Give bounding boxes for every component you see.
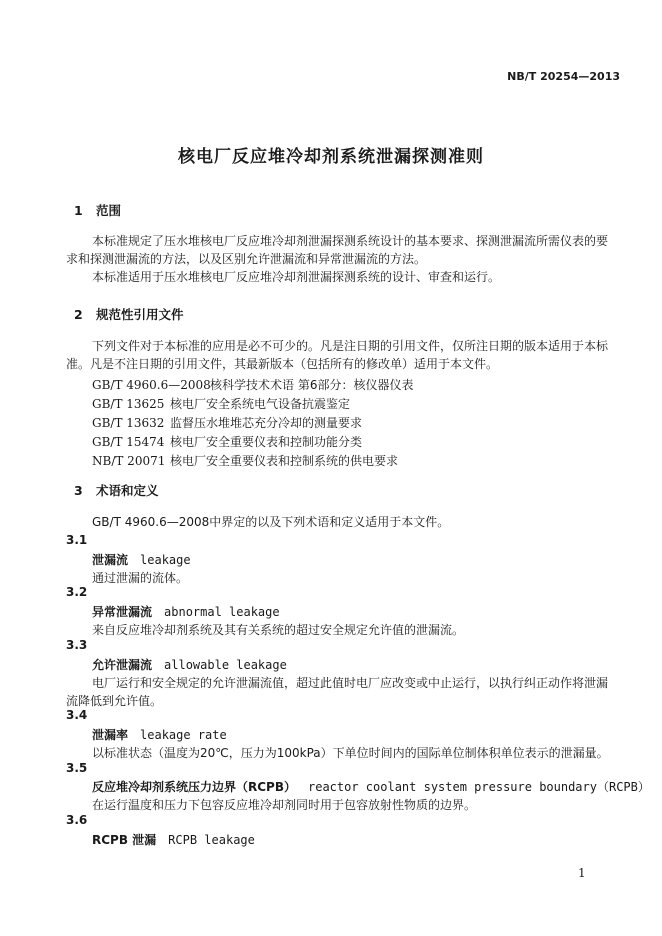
term-definition: 以标准状态（温度为20℃，压力为100kPa）下单位时间内的国际单位制体积单位表示的泄漏量。 bbox=[92, 746, 609, 760]
term-zh: 允许泄漏流 bbox=[92, 658, 153, 672]
term-en: leakage bbox=[140, 553, 191, 567]
term-number: 3.4 bbox=[66, 708, 88, 722]
reference-item bbox=[92, 376, 413, 393]
term-heading bbox=[92, 831, 255, 848]
scope-para1-line1: 本标准规定了压水堆核电厂反应堆冷却剂泄漏探测系统设计的基本要求、探测泄漏流所需仪表的要 bbox=[92, 234, 609, 248]
reference-code: GB/T 15474 bbox=[92, 435, 165, 449]
term-en: RCPB leakage bbox=[168, 833, 255, 847]
term-definition-line2: 流降低到允许值。 bbox=[66, 694, 163, 708]
term-heading bbox=[92, 778, 650, 795]
section-number: 3 bbox=[74, 483, 83, 498]
reference-code: NB/T 20071 bbox=[92, 454, 166, 468]
scope-para1-line2: 求和探测泄漏流的方法，以及区别允许泄漏流和异常泄漏流的方法。 bbox=[66, 252, 427, 266]
reference-item bbox=[92, 395, 350, 412]
term-number: 3.6 bbox=[66, 813, 88, 827]
term-heading bbox=[92, 551, 191, 568]
term-en: leakage rate bbox=[140, 728, 227, 742]
term-zh: 反应堆冷却剂系统压力边界（RCPB） bbox=[92, 780, 296, 794]
term-definition-line1: 电厂运行和安全规定的允许泄漏流值，超过此值时电厂应改变或中止运行，以执行纠正动作将泄漏 bbox=[92, 676, 609, 690]
term-heading bbox=[92, 726, 227, 743]
reference-item bbox=[92, 414, 362, 431]
reference-title: 核科学技术术语 第6部分：核仪器仪表 bbox=[210, 378, 414, 392]
section-2-heading bbox=[74, 305, 184, 323]
term-number: 3.1 bbox=[66, 533, 88, 547]
reference-title: 监督压水堆堆芯充分冷却的测量要求 bbox=[170, 416, 363, 430]
term-number: 3.3 bbox=[66, 638, 88, 652]
scope-para2: 本标准适用于压水堆核电厂反应堆冷却剂泄漏探测系统的设计、审查和运行。 bbox=[92, 270, 501, 284]
term-heading bbox=[92, 603, 280, 620]
normative-intro-line1: 下列文件对于本标准的应用是必不可少的。凡是注日期的引用文件，仅所注日期的版本适用于本标 bbox=[92, 339, 609, 353]
term-en: reactor coolant system pressure boundary（RCPB） bbox=[308, 780, 650, 794]
reference-code: GB/T 13632 bbox=[92, 416, 165, 430]
standard-code: NB/T 20254—2013 bbox=[507, 70, 620, 83]
terms-intro: GB/T 4960.6—2008中界定的以及下列术语和定义适用于本文件。 bbox=[92, 515, 450, 529]
section-number: 1 bbox=[74, 203, 83, 218]
term-en: abnormal leakage bbox=[164, 605, 280, 619]
reference-item bbox=[92, 433, 362, 450]
term-zh: 泄漏流 bbox=[92, 553, 129, 567]
term-zh: RCPB 泄漏 bbox=[92, 833, 157, 847]
reference-code: GB/T 13625 bbox=[92, 397, 165, 411]
section-title: 规范性引用文件 bbox=[96, 307, 184, 322]
section-number: 2 bbox=[74, 307, 83, 322]
term-zh: 泄漏率 bbox=[92, 728, 129, 742]
term-definition: 来自反应堆冷却剂系统及其有关系统的超过安全规定允许值的泄漏流。 bbox=[92, 623, 465, 637]
normative-intro-line2: 准。凡是不注日期的引用文件，其最新版本（包括所有的修改单）适用于本文件。 bbox=[66, 357, 499, 371]
reference-title: 核电厂安全系统电气设备抗震鉴定 bbox=[170, 397, 351, 411]
document-title: 核电厂反应堆冷却剂系统泄漏探测准则 bbox=[178, 147, 484, 167]
section-3-heading bbox=[74, 481, 159, 499]
term-number: 3.5 bbox=[66, 761, 88, 775]
reference-code: GB/T 4960.6—2008 bbox=[92, 378, 211, 392]
term-definition: 通过泄漏的流体。 bbox=[92, 571, 189, 585]
section-title: 术语和定义 bbox=[96, 483, 159, 498]
reference-title: 核电厂安全重要仪表和控制系统的供电要求 bbox=[170, 454, 399, 468]
term-number: 3.2 bbox=[66, 585, 88, 599]
section-1-heading bbox=[74, 201, 121, 219]
term-zh: 异常泄漏流 bbox=[92, 605, 153, 619]
term-en: allowable leakage bbox=[164, 658, 287, 672]
section-title: 范围 bbox=[96, 203, 122, 218]
reference-item bbox=[92, 452, 398, 469]
reference-title: 核电厂安全重要仪表和控制功能分类 bbox=[170, 435, 363, 449]
term-heading bbox=[92, 656, 287, 673]
page-number: 1 bbox=[578, 866, 586, 880]
term-definition: 在运行温度和压力下包容反应堆冷却剂同时用于包容放射性物质的边界。 bbox=[92, 798, 477, 812]
